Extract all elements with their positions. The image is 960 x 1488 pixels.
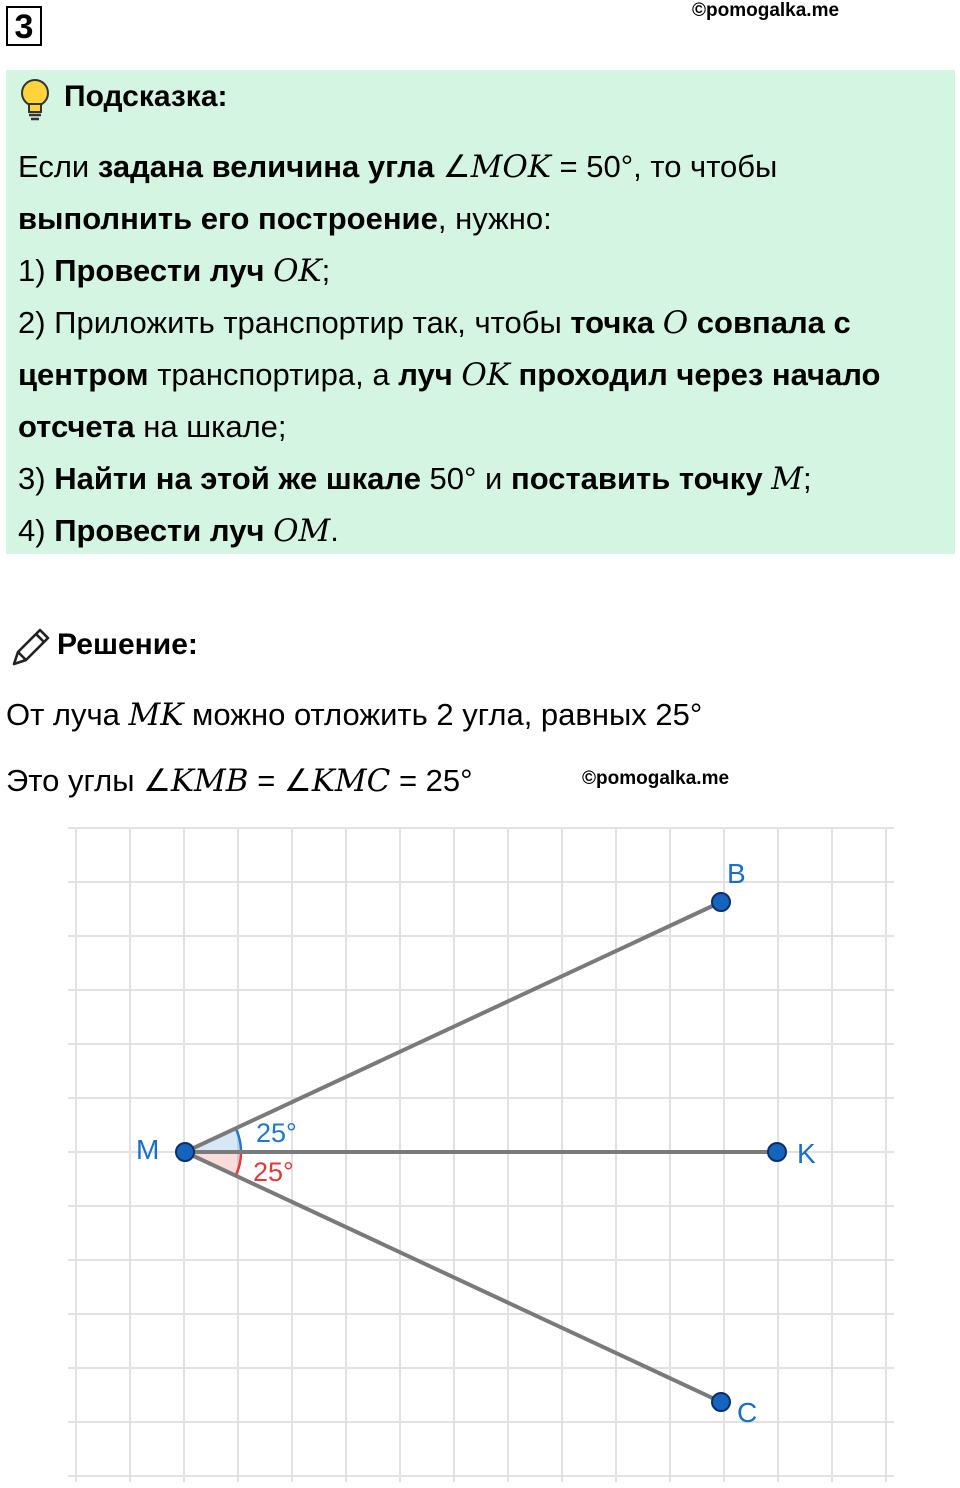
- angle-label-top: 25°: [256, 1118, 297, 1148]
- lightbulb-icon: [18, 78, 52, 122]
- hint-step-2: 2) Приложить транспортир так, чтобы точка O совпала с центром транспортира, а луч OK проходил через начало отсчета на шкале;: [18, 304, 881, 445]
- watermark-mid: ©pomogalka.me: [582, 768, 730, 789]
- pencil-icon: [8, 626, 52, 670]
- problem-number: 3: [6, 6, 42, 46]
- solution-line-1: От луча MK можно отложить 2 угла, равных 25°: [6, 697, 703, 733]
- hint-step-1: 1) Провести луч OK;: [18, 252, 331, 289]
- label-B: B: [727, 858, 746, 889]
- label-C: C: [737, 1397, 758, 1428]
- label-K: K: [797, 1138, 816, 1169]
- hint-step-4: 4) Провести луч OM.: [18, 513, 339, 550]
- hint-step-3: 3) Найти на этой же шкале 50° и поставить точку M;: [18, 460, 812, 497]
- watermark-top: ©pomogalka.me: [692, 0, 840, 21]
- hint-intro: Если задана величина угла ∠MOK = 50°, то чтобы выполнить его построение, нужно:: [18, 149, 778, 237]
- angle-figure: [0, 800, 960, 1488]
- hint-title: Подсказка:: [64, 80, 228, 113]
- solution-line-2: Это углы ∠KMB = ∠KMC = 25°: [6, 763, 473, 799]
- label-M: M: [136, 1134, 160, 1165]
- point-K: [768, 1143, 786, 1161]
- point-M: [176, 1143, 194, 1161]
- hint-text: [18, 141, 948, 557]
- solution-title: Решение:: [57, 628, 198, 661]
- point-C: [712, 1393, 730, 1411]
- angle-label-bottom: 25°: [253, 1157, 294, 1187]
- point-B: [712, 893, 730, 911]
